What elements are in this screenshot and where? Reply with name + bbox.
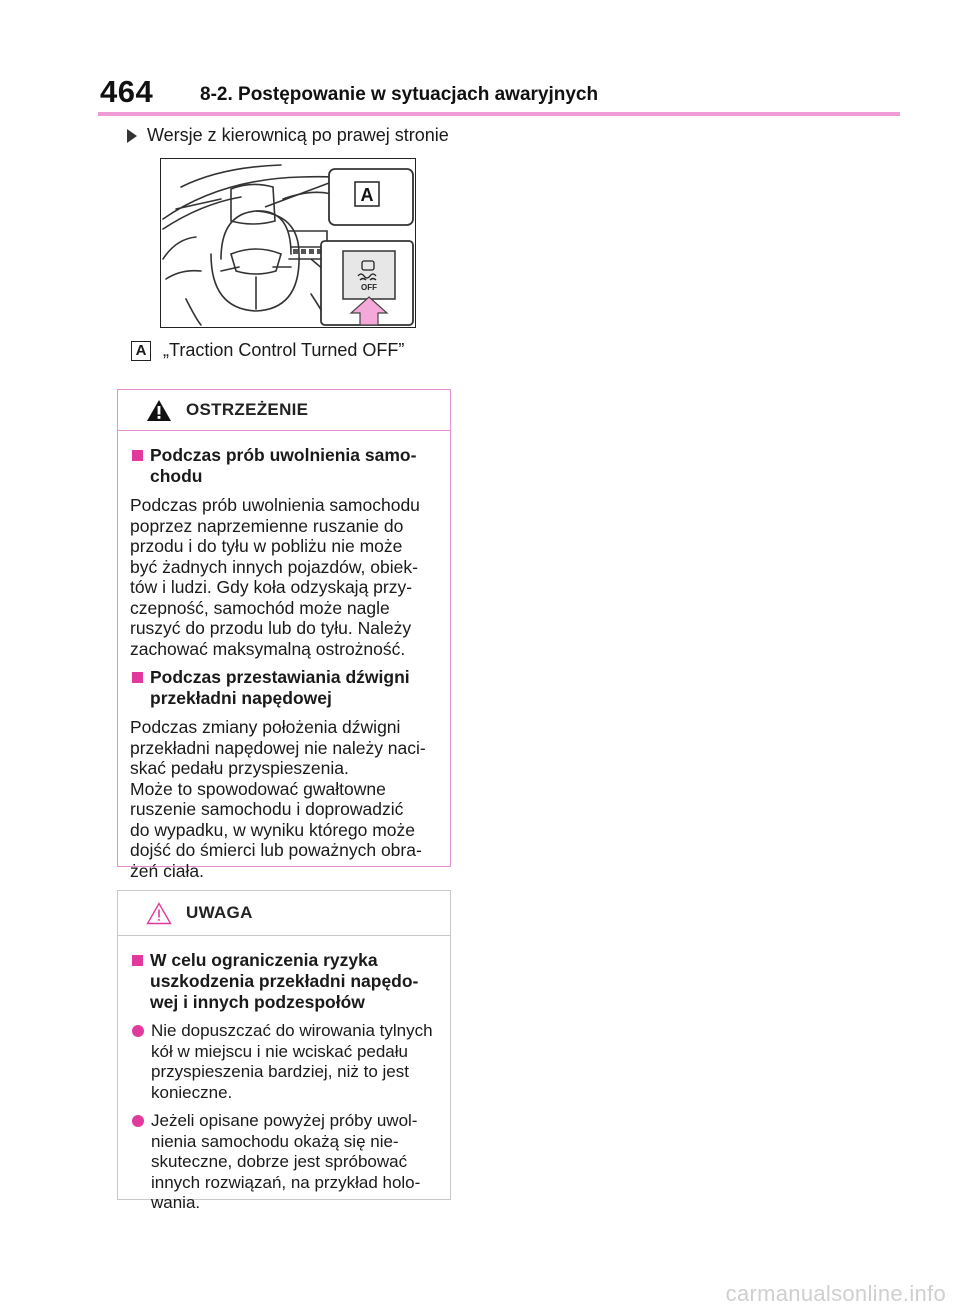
text-line: czepność, samochód może nagle (130, 597, 390, 618)
caption-text: „Traction Control Turned OFF” (163, 340, 405, 360)
text-line: W celu ograniczenia ryzyka (150, 950, 378, 970)
dashboard-figure (160, 158, 416, 328)
notice-box (117, 890, 451, 1212)
notice-title: UWAGA (186, 903, 253, 922)
text-line: przodu i do tyłu w pobliżu nie może (130, 536, 403, 556)
text-line: kół w miejscu i nie wciskać pedału (151, 1041, 408, 1061)
text-line: ruszyć do przodu lub do tyłu. Należy (130, 618, 412, 638)
text-line: innych rozwiązań, na przykład holo- (151, 1172, 421, 1192)
warning-subheading-1 (130, 445, 440, 487)
text-line: przekładni napędowej nie należy naci- (130, 737, 426, 758)
off-label: OFF (361, 283, 377, 292)
text-line: Nie dopuszczać do wirowania tylnych (151, 1021, 433, 1040)
text-line: przekładni napędowej (150, 688, 332, 708)
notice-body (118, 936, 450, 1214)
round-bullet-icon (132, 1025, 144, 1037)
text-line: przyspieszenia bardziej, niż to jest (151, 1062, 409, 1081)
caution-triangle-icon (146, 902, 172, 925)
text-line: zachować maksymalną ostrożność. (130, 638, 406, 659)
warning-body (118, 431, 450, 881)
section-title: 8-2. Postępowanie w sytuacjach awaryjnych (200, 84, 599, 105)
text-line: poprzez naprzemienne ruszanie do (130, 515, 404, 536)
text-line: Może to spowodować gwałtowne (130, 778, 386, 799)
figure-caption (131, 340, 404, 361)
text-line: wania. (151, 1193, 201, 1212)
round-bullet-icon (132, 1115, 144, 1127)
text-line: nienia samochodu okażą się nie- (151, 1131, 399, 1151)
notice-subheading (130, 950, 440, 1013)
square-bullet-icon (132, 955, 143, 966)
notice-bullet-2 (130, 1111, 440, 1214)
warning-title: OSTRZEŻENIE (186, 400, 309, 419)
warning-header (118, 390, 450, 431)
warning-triangle-icon (146, 399, 172, 422)
warning-paragraph-2 (130, 717, 440, 881)
warning-box (117, 389, 451, 881)
watermark[interactable]: carmanualsonline.info (725, 1281, 946, 1306)
text-line: żeń ciała. (130, 860, 204, 881)
page-number: 464 (100, 74, 154, 109)
text-line: dojść do śmierci lub poważnych obra- (130, 840, 422, 860)
text-line: Podczas prób uwolnienia samo- (150, 445, 417, 465)
text-line: skać pedału przyspieszenia. (130, 758, 349, 778)
text-line: być żadnych innych pojazdów, obiek- (130, 556, 418, 577)
text-line: Podczas zmiany położenia dźwigni (130, 717, 401, 737)
warning-subheading-2 (130, 667, 440, 709)
notice-bullet-1 (130, 1021, 440, 1103)
text-line: konieczne. (151, 1082, 233, 1102)
text-line: Podczas przestawiania dźwigni (150, 667, 410, 687)
caption-letter-box: A (131, 341, 151, 361)
header-rule (98, 112, 900, 116)
arrow-right-icon (127, 129, 137, 143)
text-line: tów i ludzi. Gdy koła odzyskają przy- (130, 577, 413, 597)
text-line: skuteczne, dobrze jest spróbować (151, 1152, 408, 1171)
text-line: Podczas prób uwolnienia samochodu (130, 495, 420, 515)
version-text: Wersje z kierownicą po prawej stronie (147, 125, 449, 145)
text-line: Jeżeli opisane powyżej próby uwol- (151, 1111, 418, 1130)
square-bullet-icon (132, 450, 143, 461)
callout-letter: A (360, 185, 374, 205)
text-line: ruszenie samochodu i doprowadzić (130, 799, 404, 819)
dashboard-illustration (161, 159, 414, 326)
text-line: uszkodzenia przekładni napędo- (150, 971, 419, 991)
text-line: do wypadku, w wyniku którego może (130, 819, 415, 840)
text-line: chodu (150, 466, 203, 486)
text-line: wej i innych podzespołów (150, 992, 365, 1012)
version-line (127, 125, 449, 146)
square-bullet-icon (132, 672, 143, 683)
notice-header (118, 891, 450, 936)
warning-paragraph-1 (130, 495, 440, 659)
